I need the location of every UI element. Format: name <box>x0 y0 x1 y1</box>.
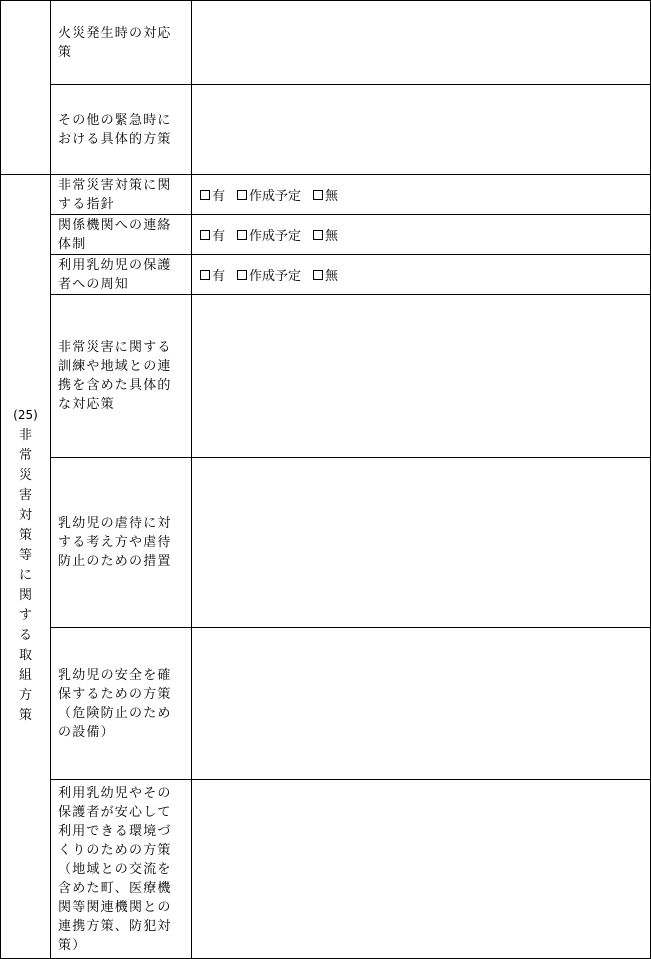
checkbox-icon <box>313 230 323 240</box>
checkbox-contact-planned[interactable] <box>237 225 301 244</box>
label-abuse <box>50 457 192 628</box>
option-planned-label: 作成予定 <box>249 189 302 204</box>
label-other-emergency <box>50 84 192 175</box>
checkbox-contact-no[interactable] <box>313 225 338 244</box>
section-char: 方 <box>18 687 32 703</box>
label-safety-text: 乳幼児の安全を確 保するための方策 （危険防止のため の設備） <box>58 667 172 740</box>
label-contact <box>50 214 192 255</box>
value-environment[interactable] <box>191 779 651 959</box>
checkbox-notice-no[interactable] <box>313 265 338 284</box>
option-no-label: 無 <box>325 269 339 284</box>
checkbox-policy-planned[interactable] <box>237 185 301 204</box>
value-other-emergency[interactable] <box>191 84 651 175</box>
option-planned-label: 作成予定 <box>249 229 302 244</box>
label-safety <box>50 627 192 780</box>
label-notice <box>50 254 192 295</box>
section-char: す <box>18 607 32 623</box>
label-environment-text: 利用乳幼児やその 保護者が安心して 利用できる環境づ くりのための方策 （地域との交流を 含めた町、医療機 関等関連機関との 連携方策、防犯対 策） <box>58 785 172 953</box>
checkbox-notice-yes[interactable] <box>200 265 225 284</box>
value-fire[interactable] <box>191 0 651 85</box>
section-char: 策 <box>18 707 32 723</box>
checkbox-icon <box>237 230 247 240</box>
label-notice-text: 利用乳幼児の保護 者への周知 <box>58 257 172 292</box>
checkbox-policy-yes[interactable] <box>200 185 225 204</box>
checkbox-icon <box>200 270 210 280</box>
blank-left-top <box>0 0 51 175</box>
checkbox-notice-planned[interactable] <box>237 265 301 284</box>
checkbox-contact-yes[interactable] <box>200 225 225 244</box>
value-training[interactable] <box>191 294 651 458</box>
checkbox-icon <box>313 270 323 280</box>
section-char: 常 <box>18 447 32 463</box>
option-no-label: 無 <box>325 229 339 244</box>
options-contact <box>191 214 651 255</box>
label-environment <box>50 779 192 959</box>
label-fire <box>50 0 192 85</box>
value-abuse[interactable] <box>191 457 651 628</box>
checkbox-policy-no[interactable] <box>313 185 338 204</box>
label-abuse-text: 乳幼児の虐待に対 する考え方や虐待 防止のための措置 <box>58 516 172 569</box>
section-char: 対 <box>18 507 32 523</box>
section-25-label <box>0 174 51 959</box>
options-notice <box>191 254 651 295</box>
option-yes-label: 有 <box>212 269 226 284</box>
section-char: に <box>18 567 32 583</box>
option-no-label: 無 <box>325 189 339 204</box>
label-policy <box>50 174 192 215</box>
label-training-text: 非常災害に関する 訓練や地域との連 携を含めた具体的 な対応策 <box>58 340 172 412</box>
checkbox-icon <box>200 190 210 200</box>
option-yes-label: 有 <box>212 229 226 244</box>
section-char: 関 <box>18 587 32 603</box>
label-other-emergency-text: その他の緊急時に おける具体的方策 <box>58 112 172 147</box>
option-yes-label: 有 <box>212 189 226 204</box>
section-char: 等 <box>18 547 32 563</box>
value-safety[interactable] <box>191 627 651 780</box>
label-policy-text: 非常災害対策に関 する指針 <box>58 177 172 212</box>
section-char: 害 <box>18 487 32 503</box>
section-char: る <box>18 627 32 643</box>
section-number: (25) <box>13 407 38 422</box>
section-char: 組 <box>18 667 32 683</box>
options-policy <box>191 174 651 215</box>
section-char: 取 <box>18 647 32 663</box>
label-training <box>50 294 192 458</box>
checkbox-icon <box>237 270 247 280</box>
checkbox-icon <box>200 230 210 240</box>
option-planned-label: 作成予定 <box>249 269 302 284</box>
label-contact-text: 関係機関への連絡 体制 <box>58 217 172 252</box>
checkbox-icon <box>313 190 323 200</box>
section-char: 非 <box>18 427 32 443</box>
section-char: 策 <box>18 527 32 543</box>
label-fire-text: 火災発生時の対応 策 <box>58 25 172 60</box>
section-char: 災 <box>18 467 32 483</box>
checkbox-icon <box>237 190 247 200</box>
